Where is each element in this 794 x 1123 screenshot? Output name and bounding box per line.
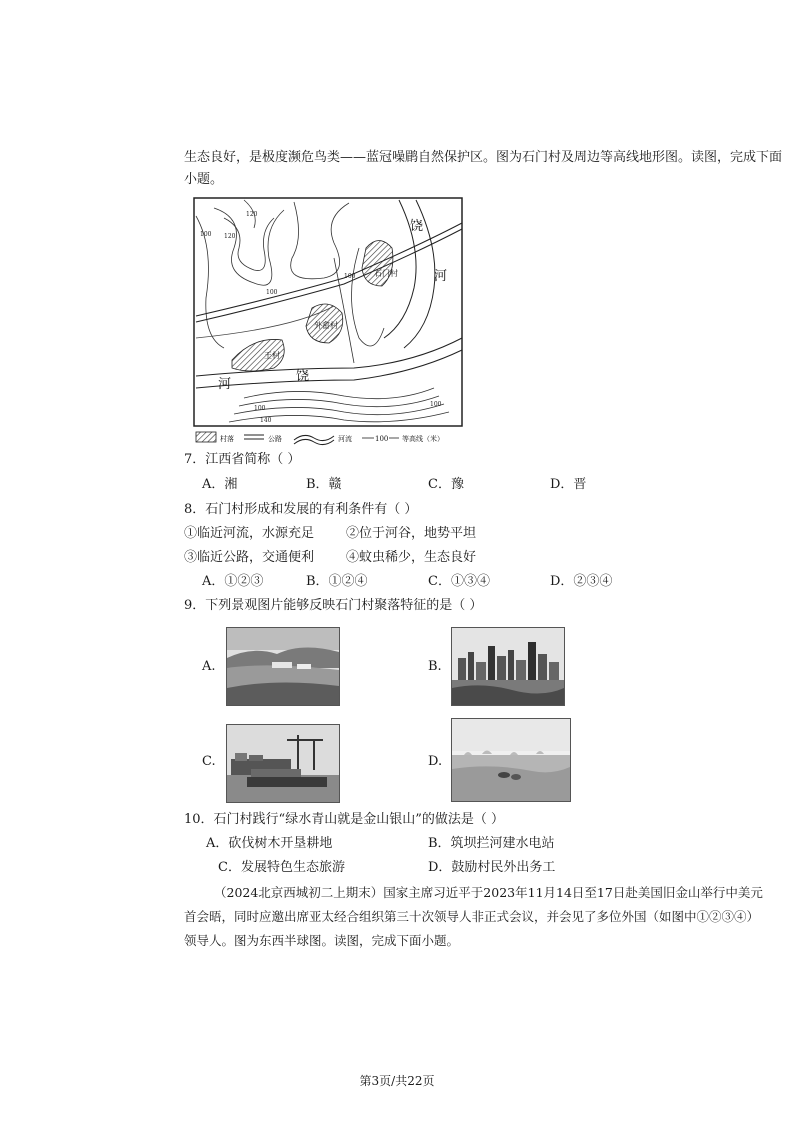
legend-road: 公路 [268,435,282,443]
q8-option-a[interactable]: A．①②③ [202,574,264,589]
intro-line-2: 小题。 [184,172,224,187]
q10-option-c[interactable]: C．发展特色生态旅游 [218,860,345,875]
q7-option-d[interactable]: D．晋 [550,477,587,492]
passage-line-1: （2024北京西城初二上期末）国家主席习近平于2023年11月14日至17日赴美国旧金山举行中美元 [214,885,763,900]
passage-line-2: 首会晤，同时应邀出席亚太经合组织第三十次领导人非正式会议，并会见了多位外国（如图中①②③④） [184,909,760,924]
q7-stem: 7．江西省简称（ ） [184,452,301,467]
q9-option-a[interactable]: A. [202,659,216,674]
photo-a-rural-landscape[interactable] [226,627,340,706]
photo-c-port[interactable] [226,724,340,803]
contour-label-5: 100 [344,273,356,280]
intro-line-1: 生态良好，是极度濒危鸟类——蓝冠噪鹛自然保护区。图为石门村及周边等高线地形图。读图，完成下面 [184,150,783,165]
q8-stem: 8．石门村形成和发展的有利条件有（ ） [184,502,418,517]
contour-map-figure [184,188,466,454]
q10-option-a[interactable]: A．砍伐树木开垦耕地 [206,836,333,851]
q9-stem: 9．下列景观图片能够反映石门村聚落特征的是（ ） [184,598,483,613]
q8-option-b[interactable]: B．①②④ [306,574,368,589]
page-footer: 第3页/共22页 [359,1074,435,1088]
legend-contour-value: 100 [375,435,389,443]
legend-village: 村落 [220,435,234,443]
label-he-1: 河 [434,269,448,284]
q9-option-b[interactable]: B. [428,659,442,674]
contour-map [184,188,466,454]
contour-label-2: 120 [224,233,236,240]
contour-label-3: 120 [246,211,258,218]
legend-river: 河流 [338,435,352,443]
label-rao-2: 饶 [296,369,310,384]
label-rao-1: 饶 [410,219,424,234]
photo-d-grassland-yurts[interactable] [451,718,571,802]
q8-option-d[interactable]: D．②③④ [550,574,613,589]
contour-label-4: 100 [266,289,278,296]
q10-option-b[interactable]: B．筑坝拦河建水电站 [428,836,555,851]
q10-stem: 10．石门村践行“绿水青山就是金山银山”的做法是（ ） [184,812,504,827]
q10-option-d[interactable]: D．鼓励村民外出务工 [428,860,556,875]
q9-option-d[interactable]: D. [428,754,443,769]
legend-village-swatch [196,432,216,442]
label-wang: 王村 [264,351,280,360]
contour-label-8: 100 [430,401,442,408]
q7-option-b[interactable]: B．赣 [306,477,342,492]
contour-label-1: 100 [200,231,212,238]
q8-condition-3: ③临近公路，交通便利 [184,550,315,565]
label-he-2: 河 [218,377,232,392]
q7-option-a[interactable]: A．湘 [202,477,238,492]
label-waishe: 外畲村 [314,321,338,330]
q9-option-c[interactable]: C. [202,754,216,769]
photo-b-city-skyline[interactable] [451,627,565,706]
legend-contour: 等高线（米） [402,435,444,443]
q8-condition-4: ④蚊虫稀少，生态良好 [346,550,477,565]
q8-condition-2: ②位于河谷，地势平坦 [346,526,477,541]
q7-option-c[interactable]: C．豫 [428,477,464,492]
contour-label-6: 100 [254,405,266,412]
passage-line-3: 领导人。图为东西半球图。读图，完成下面小题。 [184,933,460,948]
q8-option-c[interactable]: C．①③④ [428,574,490,589]
label-shimen: 石门村 [374,269,398,278]
contour-label-7: 140 [260,417,272,424]
q8-condition-1: ①临近河流，水源充足 [184,526,315,541]
